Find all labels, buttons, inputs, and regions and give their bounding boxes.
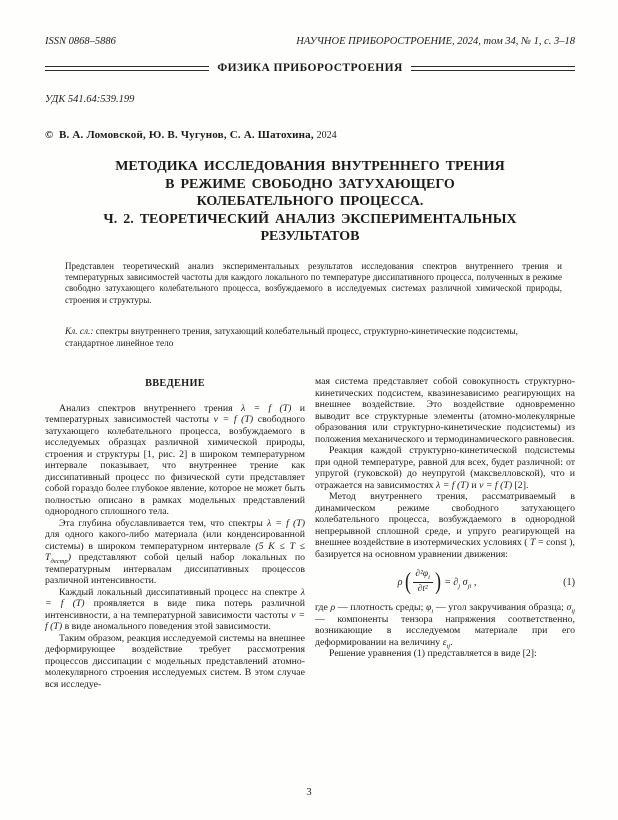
section-banner <box>45 62 575 74</box>
rule-line-right <box>411 66 575 71</box>
title-line: МЕТОДИКА ИССЛЕДОВАНИЯ ВНУТРЕННЕГО ТРЕНИЯ <box>115 159 505 174</box>
paragraph: Эта глубина обуславливается тем, что спектры λ = f (T) для одного какого-либо материала (или конденсированной системы) в широком температурном интервале (5 $K \le T \le T_{дестр}$) представляют собой целый набор локальных по температурным интервалам диссипативных процессов различной интенсивности. <box>45 517 305 587</box>
keywords-prefix: Кл. сл.: <box>65 327 94 338</box>
equation-number: (1) <box>563 576 575 588</box>
right-column <box>315 376 575 690</box>
paragraph: Таким образом, реакция исследуемой системы на внешнее деформирующее воздействие требует рассмотрения процессов диссипации с модельных представлений атомно-молекулярного строения исследуемых систем. В этом случае вся исследуе- <box>45 632 305 690</box>
equation-right-paren: ) <box>434 569 441 596</box>
fraction-numerator: $\partial^2\varphi_i$ <box>413 569 433 583</box>
page-footer <box>0 787 618 798</box>
keywords-line <box>65 327 562 350</box>
equation-left-paren: ( <box>404 569 411 596</box>
paragraph: мая система представляет собой совокупность структурно-кинетических подсистем, квазинезависимо реагирующих на внешнее воздействие. Это воздействие одновременно выводит все структурные элементы (атомно-молекулярные образования или структурно-кинетические подсистемы) из положения механического и термодинамического равновесия. <box>315 376 575 445</box>
body-columns <box>45 376 575 690</box>
running-header <box>45 36 575 47</box>
article-title <box>45 158 575 246</box>
title-line: КОЛЕБАТЕЛЬНОГО ПРОЦЕССА. <box>196 194 424 209</box>
authors-names: В. А. Ломовской, Ю. В. Чугунов, С. А. Шатохина, <box>58 129 314 141</box>
keywords-text: спектры внутреннего трения, затухающий колебательный процесс, структурно-кинетические подсистемы, стандартное линейное тело <box>65 327 518 349</box>
paragraph: Метод внутреннего трения, рассматриваемый в динамическом режиме свободного затухающего колебательного процесса, возбуждаемого в однородной непрерывной сплошной среде, и упруго реагирующей на внешнее воздействие в изотермических условиях ( T = const ), базируется на основном уравнении движения: <box>315 491 575 560</box>
abstract-text: Представлен теоретический анализ экспериментальных результатов исследования спектров внутреннего трения и температурных зависимостей частоты для каждого локального по температуре диссипативного процесса, полученных в режиме свободно затухающего колебательного процесса, возбуждаемого в исследуемых системах различной химической природы, строения и структуры. <box>65 260 562 305</box>
publication-year: 2024 <box>316 130 337 141</box>
issn-label: ISSN 0868–5886 <box>45 36 116 47</box>
journal-reference: НАУЧНОЕ ПРИБОРОСТРОЕНИЕ, 2024, том 34, № 1, с. 3–18 <box>296 36 575 47</box>
left-column <box>45 376 305 690</box>
equation-1-body <box>315 569 559 595</box>
udk-code: УДК 541.64:539.199 <box>45 94 135 105</box>
equation-rhs: = $\partial_j$ $\sigma_{ji}$ , <box>444 576 477 590</box>
paragraph: где ρ — плотность среды; $\varphi_i$ — угол закручивания образца; $\sigma_{ij}$ — компоненты тензора напряжения соответственно, возникающие в исследуемом материале при его деформировании на величину $\varepsilon_{ij}$. <box>315 602 576 650</box>
copyright-symbol: © <box>45 129 54 141</box>
paragraph: Решение уравнения (1) представляется в виде [2]: <box>329 648 537 660</box>
introduction-heading: ВВЕДЕНИЕ <box>145 378 205 390</box>
equation-1 <box>315 569 575 595</box>
page-number: 3 <box>306 787 312 798</box>
title-line: В РЕЖИМЕ СВОБОДНО ЗАТУХАЮЩЕГО <box>165 176 455 192</box>
authors-line <box>45 129 575 141</box>
rule-line-left <box>45 66 209 71</box>
title-line: Ч. 2. ТЕОРЕТИЧЕСКИЙ АНАЛИЗ ЭКСПЕРИМЕНТАЛЬНЫХ <box>103 211 517 227</box>
paragraph: Анализ спектров внутреннего трения λ = f (T) и температурных зависимостей частоты ν = f (T) свободного затухающего колебательного процесса, возбуждаемого в исследуемых образцах различной химической природы, строения и структуры [1, рис. 2] в широком температурном интервале показывает, что внутреннее трение как диссипативный процесс по физической сути представляет собой гораздо более глубокое явление, которое не может быть полностью описано в рамках модельных представлений однородного сплошного тела. <box>45 402 306 518</box>
equation-fraction <box>413 569 433 595</box>
section-title: ФИЗИКА ПРИБОРОСТРОЕНИЯ <box>217 62 403 74</box>
title-line: РЕЗУЛЬТАТОВ <box>260 229 360 244</box>
equation-density-symbol: ρ <box>397 576 403 588</box>
paragraph: Реакция каждой структурно-кинетической подсистемы при одной температуре, равной для всех, будет различной: от упругой (гуковской) до неупругой (максвелловской), что и отражается на зависимостях λ = f (T) и ν = f (T) [2]. <box>315 445 575 491</box>
fraction-denominator: ∂t² <box>417 583 428 594</box>
paragraph: Каждый локальный диссипативный процесс на спектре λ = f (T) проявляется в виде пика потерь различной интенсивности, а на температурной зависимости частоты ν = f (T) в виде аномального поведения этой зависимости. <box>45 586 305 633</box>
